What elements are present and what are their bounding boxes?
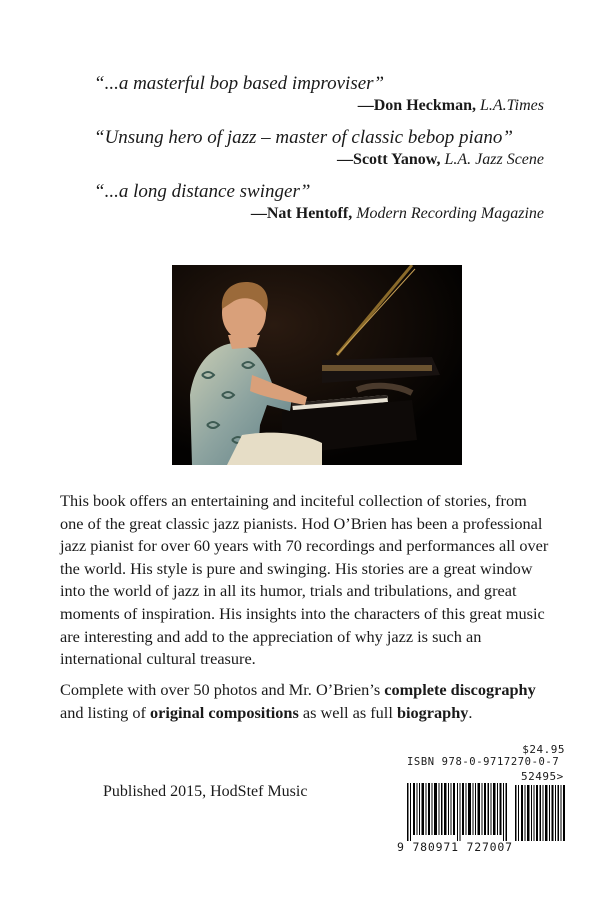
- addon-barcode: [515, 785, 565, 841]
- summary-text-2: and listing of: [60, 702, 150, 722]
- quote-text: “...a masterful bop based improviser”: [94, 73, 385, 94]
- price-label: $24.95: [522, 743, 565, 756]
- quote-text: “Unsung hero of jazz – master of classic bebop piano”: [94, 127, 513, 148]
- book-contents-summary: [60, 679, 560, 724]
- quote-author: —Scott Yanow,: [337, 151, 445, 168]
- quote-publication: Modern Recording Magazine: [356, 205, 544, 222]
- summary-bold-discography: complete discography: [384, 680, 536, 699]
- pianist-photo: [172, 265, 462, 465]
- summary-bold-biography: biography: [396, 702, 469, 722]
- price-addon-code: 52495>: [521, 770, 564, 783]
- summary-text-1: Complete with over 50 photos and Mr. O’Brien’s: [60, 680, 385, 699]
- quote-attribution: [94, 204, 544, 224]
- quote-yanow: [94, 126, 544, 170]
- barcode-digits: 9 780971 727007: [397, 840, 513, 854]
- barcode-bars: [397, 769, 573, 841]
- quote-heckman: [94, 72, 544, 116]
- quote-attribution: [94, 96, 544, 116]
- pianist-illustration: [172, 265, 462, 465]
- quote-publication: L.A.Times: [479, 97, 544, 114]
- quote-author: —Nat Hentoff,: [250, 205, 357, 222]
- endorsement-quotes: [94, 72, 544, 234]
- quote-author: —Don Heckman,: [357, 97, 480, 114]
- quote-attribution: [94, 150, 544, 170]
- main-barcode: [407, 783, 507, 841]
- summary-bold-compositions: original compositions: [150, 702, 299, 722]
- book-description: This book offers an entertaining and inciteful collection of stories, from one of the great classic jazz pianists. Hod O’Brien has been a professional jazz pianist for over 60 years with 70 recordings and performances all over the world. His style is pure and swinging. His stories are a great window into the world of jazz in all its humor, trials and tribulations, and great moments of inspiration. His insights into the characters of this great music are interesting and add to the appreciation of why jazz is such an international cultural treasure.: [60, 491, 549, 669]
- isbn-number: ISBN 978-0-9717270-0-7: [407, 756, 560, 768]
- quote-publication: L.A. Jazz Scene: [444, 151, 544, 168]
- quote-hentoff: [94, 180, 544, 224]
- publisher-line: Published 2015, HodStef Music: [103, 783, 308, 800]
- isbn-barcode: [397, 743, 573, 855]
- summary-text-4: .: [468, 702, 473, 722]
- summary-text-3: as well as full: [298, 702, 397, 722]
- quote-text: “...a long distance swinger”: [94, 181, 311, 202]
